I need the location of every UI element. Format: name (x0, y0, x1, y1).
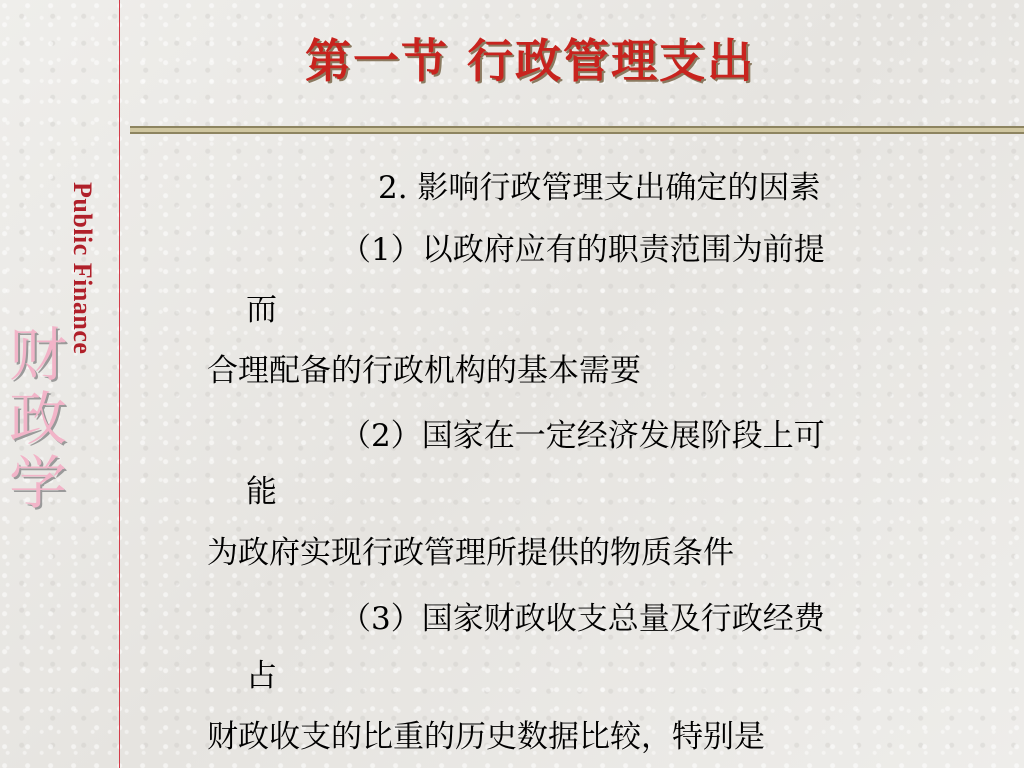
section-heading: 2. 影响行政管理支出确定的因素 (378, 170, 821, 206)
sidebar-chinese-label: 财 政 学 (8, 321, 67, 517)
content-line: 财政收支的比重的历史数据比较，特别是 (207, 719, 765, 755)
content-line: （2）国家在一定经济发展阶段上可 (340, 418, 825, 454)
content-line: 为政府实现行政管理所提供的物质条件 (207, 535, 734, 571)
content-line: 占 (246, 658, 277, 694)
content-line: 而 (246, 292, 277, 328)
sidebar-english-label: Public Finance (68, 182, 97, 355)
content-line: 能 (246, 474, 277, 510)
content-line: 合理配备的行政机构的基本需要 (207, 353, 641, 389)
sidebar-divider (119, 0, 120, 768)
slide-title: 第一节 行政管理支出 (305, 34, 756, 88)
content-line: （1）以政府应有的职责范围为前提 (340, 232, 825, 268)
title-divider (130, 126, 1024, 134)
content-line: （3）国家财政收支总量及行政经费 (340, 601, 825, 637)
